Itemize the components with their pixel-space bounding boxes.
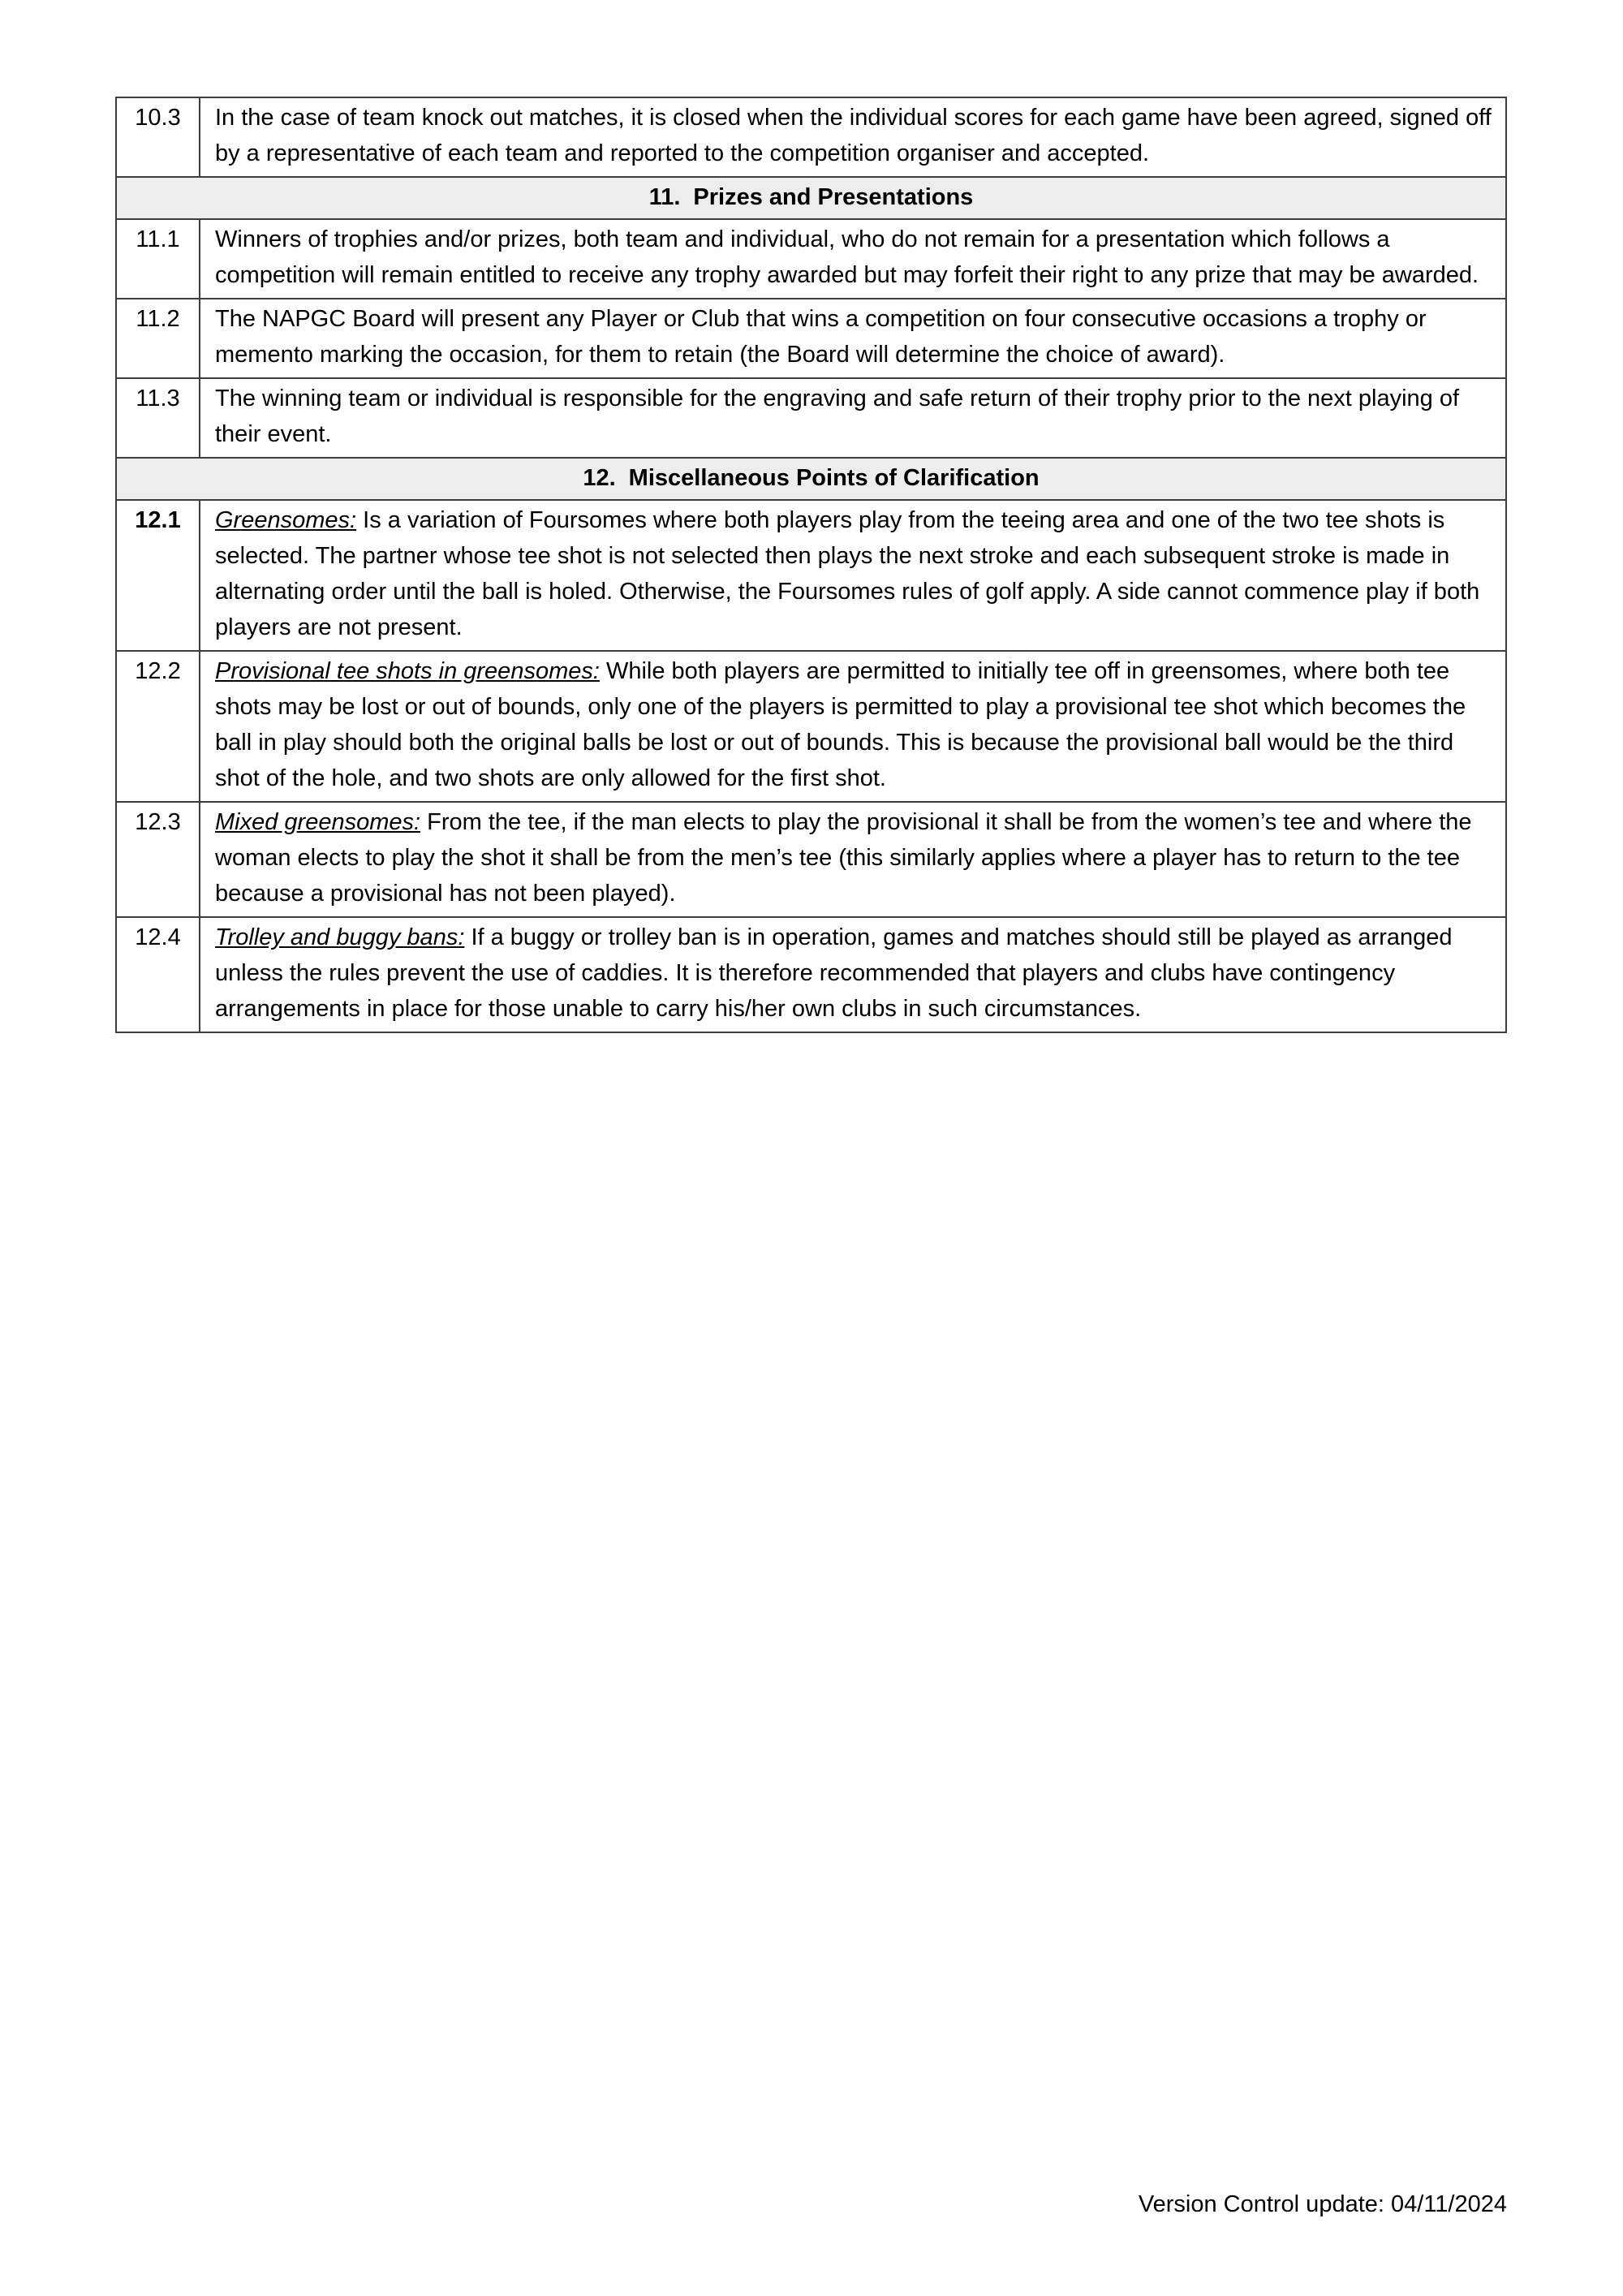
table-row [116,299,1506,378]
clause-number-cell: 12.3 [116,802,200,917]
clause-lead-label: Greensomes: [215,507,357,533]
clause-number-cell: 12.2 [116,651,200,802]
clause-text: From the tee, if the man elects to play the provisional it shall be from the women’s tee and where the woman elects to play the shot it shall be from the men’s tee (this similarly applies where a player has to return to the tee because a provisional has not been played). [215,809,1472,907]
section-title: Miscellaneous Points of Clarification [628,465,1040,491]
version-footer: Version Control update: 04/11/2024 [1138,2191,1507,2217]
section-number: 11. [648,184,681,210]
clause-lead-label: Mixed greensomes: [215,809,421,835]
clause-lead-label: Trolley and buggy bans: [215,924,465,950]
clause-number-cell: 10.3 [116,97,200,177]
section-header-cell [116,177,1506,219]
clause-number-cell: 12.1 [116,500,200,651]
clause-text: While both players are permitted to initially tee off in greensomes, where both tee shots may be lost or out of bounds, only one of the players is permitted to play a provisional tee shot which becomes the ball in play should both the original balls be lost or out of bounds. This is because the provisional ball would be the third shot of the hole, and two shots are only allowed for the first shot. [215,658,1466,791]
clause-text: The winning team or individual is responsible for the engraving and safe return of their trophy prior to the next playing of their event. [215,386,1460,447]
clause-number-cell: 11.3 [116,378,200,458]
clause-number-cell: 12.4 [116,917,200,1032]
table-row [116,97,1506,177]
clause-lead-label: Provisional tee shots in greensomes: [215,658,600,684]
clause-text-cell [200,500,1506,651]
table-row [116,378,1506,458]
section-header-row [116,177,1506,219]
clause-text-cell [200,97,1506,177]
clause-number-cell: 11.1 [116,219,200,299]
clause-text: In the case of team knock out matches, it is closed when the individual scores for each game have been agreed, signed off by a representative of each team and reported to the competition organiser and accepted. [215,105,1492,166]
clause-text-cell [200,219,1506,299]
section-number: 12. [583,465,616,491]
clause-text-cell [200,299,1506,378]
section-header-row [116,458,1506,500]
table-row [116,917,1506,1032]
document-page [115,97,1507,1033]
table-row [116,802,1506,917]
rules-table [115,97,1507,1033]
clause-text: Is a variation of Foursomes where both players play from the teeing area and one of the two tee shots is selected. The partner whose tee shot is not selected then plays the next stroke and each subsequent stroke is made in alternating order until the ball is holed. Otherwise, the Foursomes rules of golf apply. A side cannot commence play if both players are not present. [215,507,1480,640]
clause-text: Winners of trophies and/or prizes, both team and individual, who do not remain for a presentation which follows a competition will remain entitled to receive any trophy awarded but may forfeit their right to any prize that may be awarded. [215,226,1479,288]
clause-text-cell [200,802,1506,917]
clause-text-cell [200,917,1506,1032]
table-row [116,651,1506,802]
section-header-cell [116,458,1506,500]
clause-text-cell [200,378,1506,458]
section-title: Prizes and Presentations [693,184,974,210]
clause-text-cell [200,651,1506,802]
clause-number-cell: 11.2 [116,299,200,378]
table-row [116,500,1506,651]
clause-text: The NAPGC Board will present any Player or Club that wins a competition on four consecutive occasions a trophy or memento marking the occasion, for them to retain (the Board will determine the choice of award). [215,306,1427,368]
clause-text: If a buggy or trolley ban is in operation, games and matches should still be played as arranged unless the rules prevent the use of caddies. It is therefore recommended that players and clubs have contingency arrangements in place for those unable to carry his/her own clubs in such circumstances. [215,924,1453,1022]
table-row [116,219,1506,299]
